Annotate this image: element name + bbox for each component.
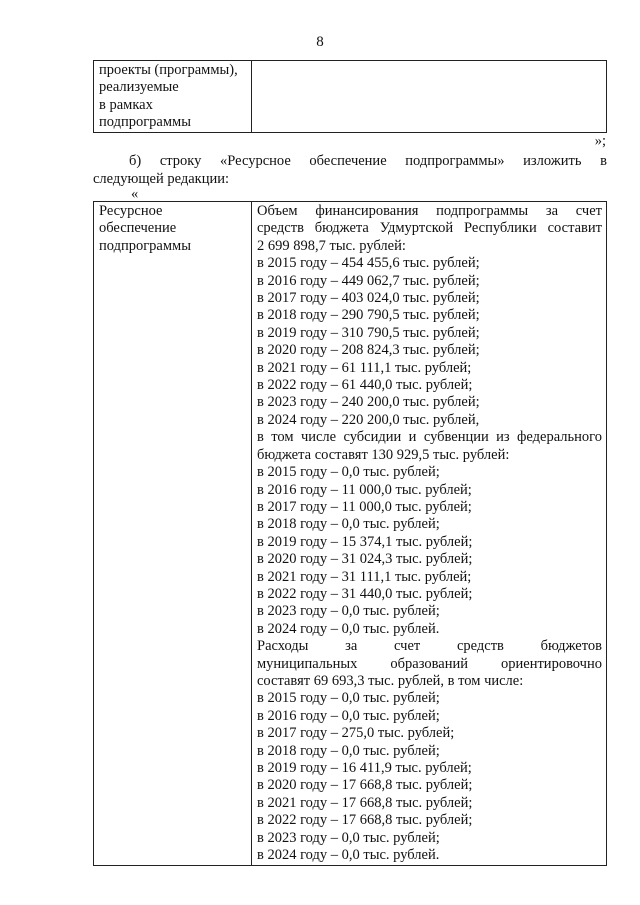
intro-line: средств бюджета Удмуртской Республики составит xyxy=(257,220,602,237)
label-line: Ресурсное xyxy=(99,203,163,219)
label-line: подпрограммы xyxy=(99,237,191,254)
municipal-year-line: в 2020 году – 17 668,8 тыс. рублей; xyxy=(257,777,473,794)
subsidy-year-line: в 2019 году – 15 374,1 тыс. рублей; xyxy=(257,533,473,550)
subsidy-year-line: в 2022 году – 31 440,0 тыс. рублей; xyxy=(257,585,473,602)
budget-year-line: в 2017 году – 403 024,0 тыс. рублей; xyxy=(257,290,480,307)
subsidy-year-line: в 2020 году – 31 024,3 тыс. рублей; xyxy=(257,551,473,568)
subsidy-year-line: в 2017 году – 11 000,0 тыс. рублей; xyxy=(257,498,472,515)
top-left-line: подпрограммы xyxy=(99,114,191,131)
budget-year-line: в 2020 году – 208 824,3 тыс. рублей; xyxy=(257,342,480,359)
resource-content-cell xyxy=(252,202,607,866)
budget-year-line: в 2024 году – 220 200,0 тыс. рублей, xyxy=(257,411,480,428)
paragraph-line-1: б) строку «Ресурсное обеспечение подпрограммы» изложить в xyxy=(129,153,607,169)
page-number: 8 xyxy=(316,34,324,50)
budget-year-line: в 2019 году – 310 790,5 тыс. рублей; xyxy=(257,324,480,341)
municipal-year-line: в 2023 году – 0,0 тыс. рублей; xyxy=(257,829,440,846)
opening-quote: « xyxy=(131,186,139,202)
budget-year-line: в 2021 году – 61 111,1 тыс. рублей; xyxy=(257,359,472,376)
top-table-left-cell xyxy=(94,61,252,133)
municipal-year-line: в 2019 году – 16 411,9 тыс. рублей; xyxy=(257,760,472,776)
resource-label-cell xyxy=(94,202,252,866)
budget-year-line: в 2023 году – 240 200,0 тыс. рублей; xyxy=(257,394,480,411)
top-left-line: проекты (программы), xyxy=(99,62,238,78)
top-right-text xyxy=(252,61,606,62)
intro-line: Объем финансирования подпрограммы за счет xyxy=(257,203,602,219)
top-left-line: в рамках xyxy=(99,96,153,113)
budget-year-line: в 2016 году – 449 062,7 тыс. рублей; xyxy=(257,272,480,289)
municipal-year-line: в 2016 году – 0,0 тыс. рублей; xyxy=(257,707,440,724)
budget-year-line: в 2018 году – 290 790,5 тыс. рублей; xyxy=(257,307,480,324)
budget-year-line: в 2022 году – 61 440,0 тыс. рублей; xyxy=(257,377,473,394)
subsidy-year-line: в 2015 году – 0,0 тыс. рублей; xyxy=(257,464,440,481)
municipal-year-line: в 2017 году – 275,0 тыс. рублей; xyxy=(257,725,455,742)
paragraph-line-2: следующей редакции: xyxy=(93,171,230,187)
resource-table xyxy=(93,201,607,866)
closing-quote: »; xyxy=(594,133,606,149)
subsidy-year-line: в 2023 году – 0,0 тыс. рублей; xyxy=(257,603,440,620)
municipal-year-line: в 2024 году – 0,0 тыс. рублей. xyxy=(257,847,440,864)
top-table-right-cell xyxy=(252,61,607,133)
top-table-fragment xyxy=(93,60,607,133)
municipal-year-line: в 2022 году – 17 668,8 тыс. рублей; xyxy=(257,812,473,829)
label-line: обеспечение xyxy=(99,220,177,237)
subsidy-year-line: в 2016 году – 11 000,0 тыс. рублей; xyxy=(257,481,472,498)
subsidy-year-line: в 2018 году – 0,0 тыс. рублей; xyxy=(257,516,440,533)
subsidy-total-line: бюджета составят 130 929,5 тыс. рублей: xyxy=(257,446,510,463)
municipal-intro-line: муниципальных образований ориентировочно xyxy=(257,655,602,672)
municipal-year-line: в 2018 году – 0,0 тыс. рублей; xyxy=(257,742,440,759)
municipal-year-line: в 2015 году – 0,0 тыс. рублей; xyxy=(257,690,440,707)
total-amount-line: 2 699 898,7 тыс. рублей: xyxy=(257,237,406,254)
budget-year-line: в 2015 году – 454 455,6 тыс. рублей; xyxy=(257,255,480,272)
amendment-paragraph xyxy=(93,152,607,188)
top-left-line: реализуемые xyxy=(99,79,179,96)
municipal-year-line: в 2021 году – 17 668,8 тыс. рублей; xyxy=(257,794,473,811)
municipal-total-line: составят 69 693,3 тыс. рублей, в том числе: xyxy=(257,672,524,689)
municipal-intro-line: Расходы за счет средств бюджетов xyxy=(257,638,602,655)
subsidy-year-line: в 2021 году – 31 111,1 тыс. рублей; xyxy=(257,568,472,585)
subsidy-intro-line: в том числе субсидии и субвенции из федерального xyxy=(257,429,602,446)
subsidy-year-line: в 2024 году – 0,0 тыс. рублей. xyxy=(257,620,440,637)
